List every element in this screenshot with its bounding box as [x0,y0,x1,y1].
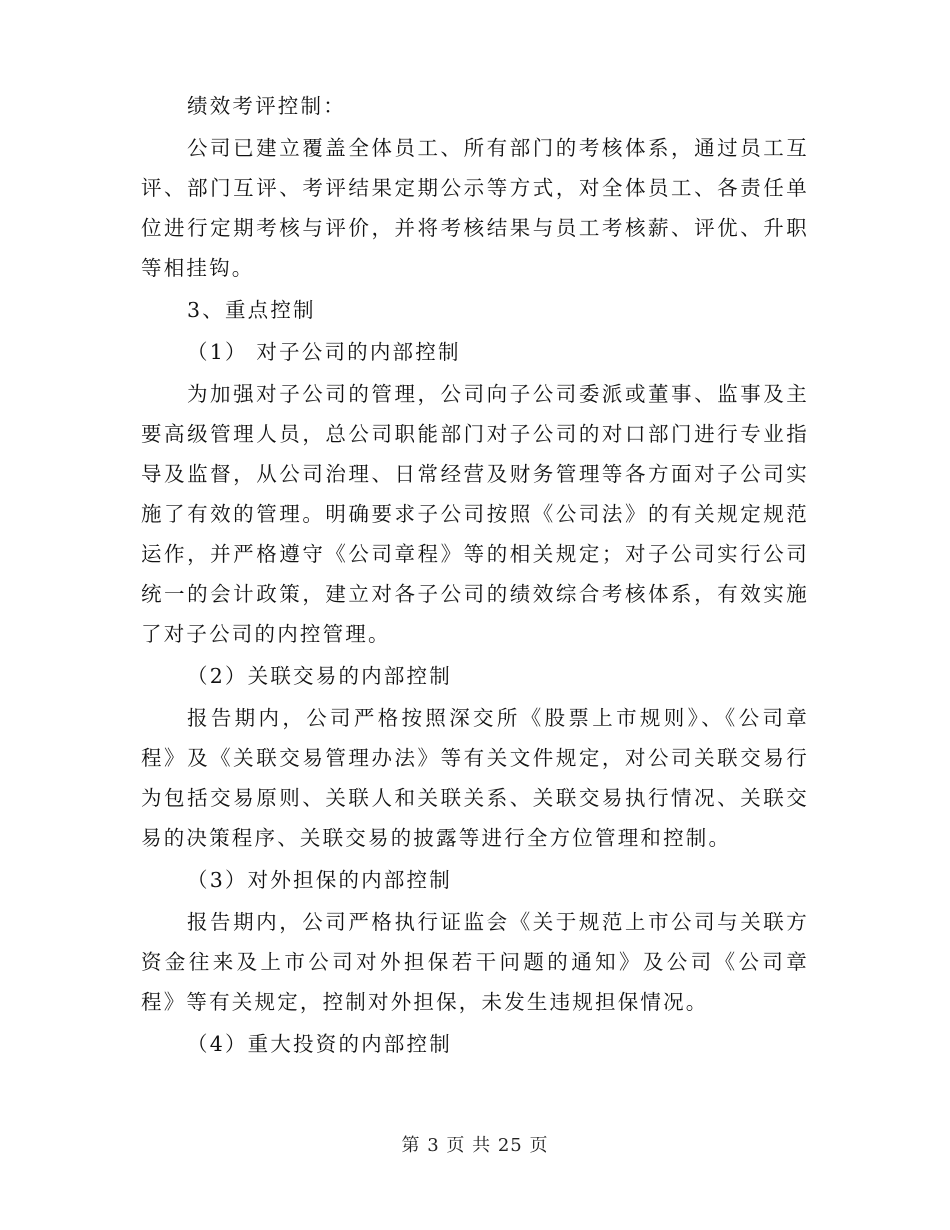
paragraph-subsidiary-control: 为加强对子公司的管理，公司向子公司委派或董事、监事及主要高级管理人员，总公司职能部门对子公司的对口部门进行专业指导及监督，从公司治理、日常经营及财务管理等各方面对子公司实施了有效的管理。明确要求子公司按照《公司法》的有关规定规范运作，并严格遵守《公司章程》等的相关规定；对子公司实行公司统一的会计政策，建立对各子公司的绩效综合考核体系，有效实施了对子公司的内控管理。 [141,382,809,646]
paragraph-external-guarantee: 报告期内，公司严格执行证监会《关于规范上市公司与关联方资金往来及上市公司对外担保若干问题的通知》及公司《公司章程》等有关规定，控制对外担保，未发生违规担保情况。 [141,910,809,1014]
subheading-subsidiary-control: （1） 对子公司的内部控制 [187,340,461,364]
paragraph-related-transactions: 报告期内，公司严格按照深交所《股票上市规则》、《公司章程》及《关联交易管理办法》等有关文件规定，对公司关联交易行为包括交易原则、关联人和关联关系、关联交易执行情况、关联交易的决策程序、关联交易的披露等进行全方位管理和控制。 [141,706,809,850]
paragraph-performance: 公司已建立覆盖全体员工、所有部门的考核体系，通过员工互评、部门互评、考评结果定期公示等方式，对全体员工、各责任单位进行定期考核与评价，并将考核结果与员工考核薪、评优、升职等相挂钩。 [141,136,809,280]
subheading-major-investment: （4）重大投资的内部控制 [187,1032,452,1056]
document-body [141,86,809,1064]
page-number-footer: 第 3 页 共 25 页 [401,1135,549,1156]
subheading-external-guarantee: （3）对外担保的内部控制 [187,868,452,892]
section-heading-performance: 绩效考评控制： [187,94,346,118]
subheading-related-transactions: （2）关联交易的内部控制 [187,664,452,688]
section-heading-key-control: 3、重点控制 [187,298,316,322]
